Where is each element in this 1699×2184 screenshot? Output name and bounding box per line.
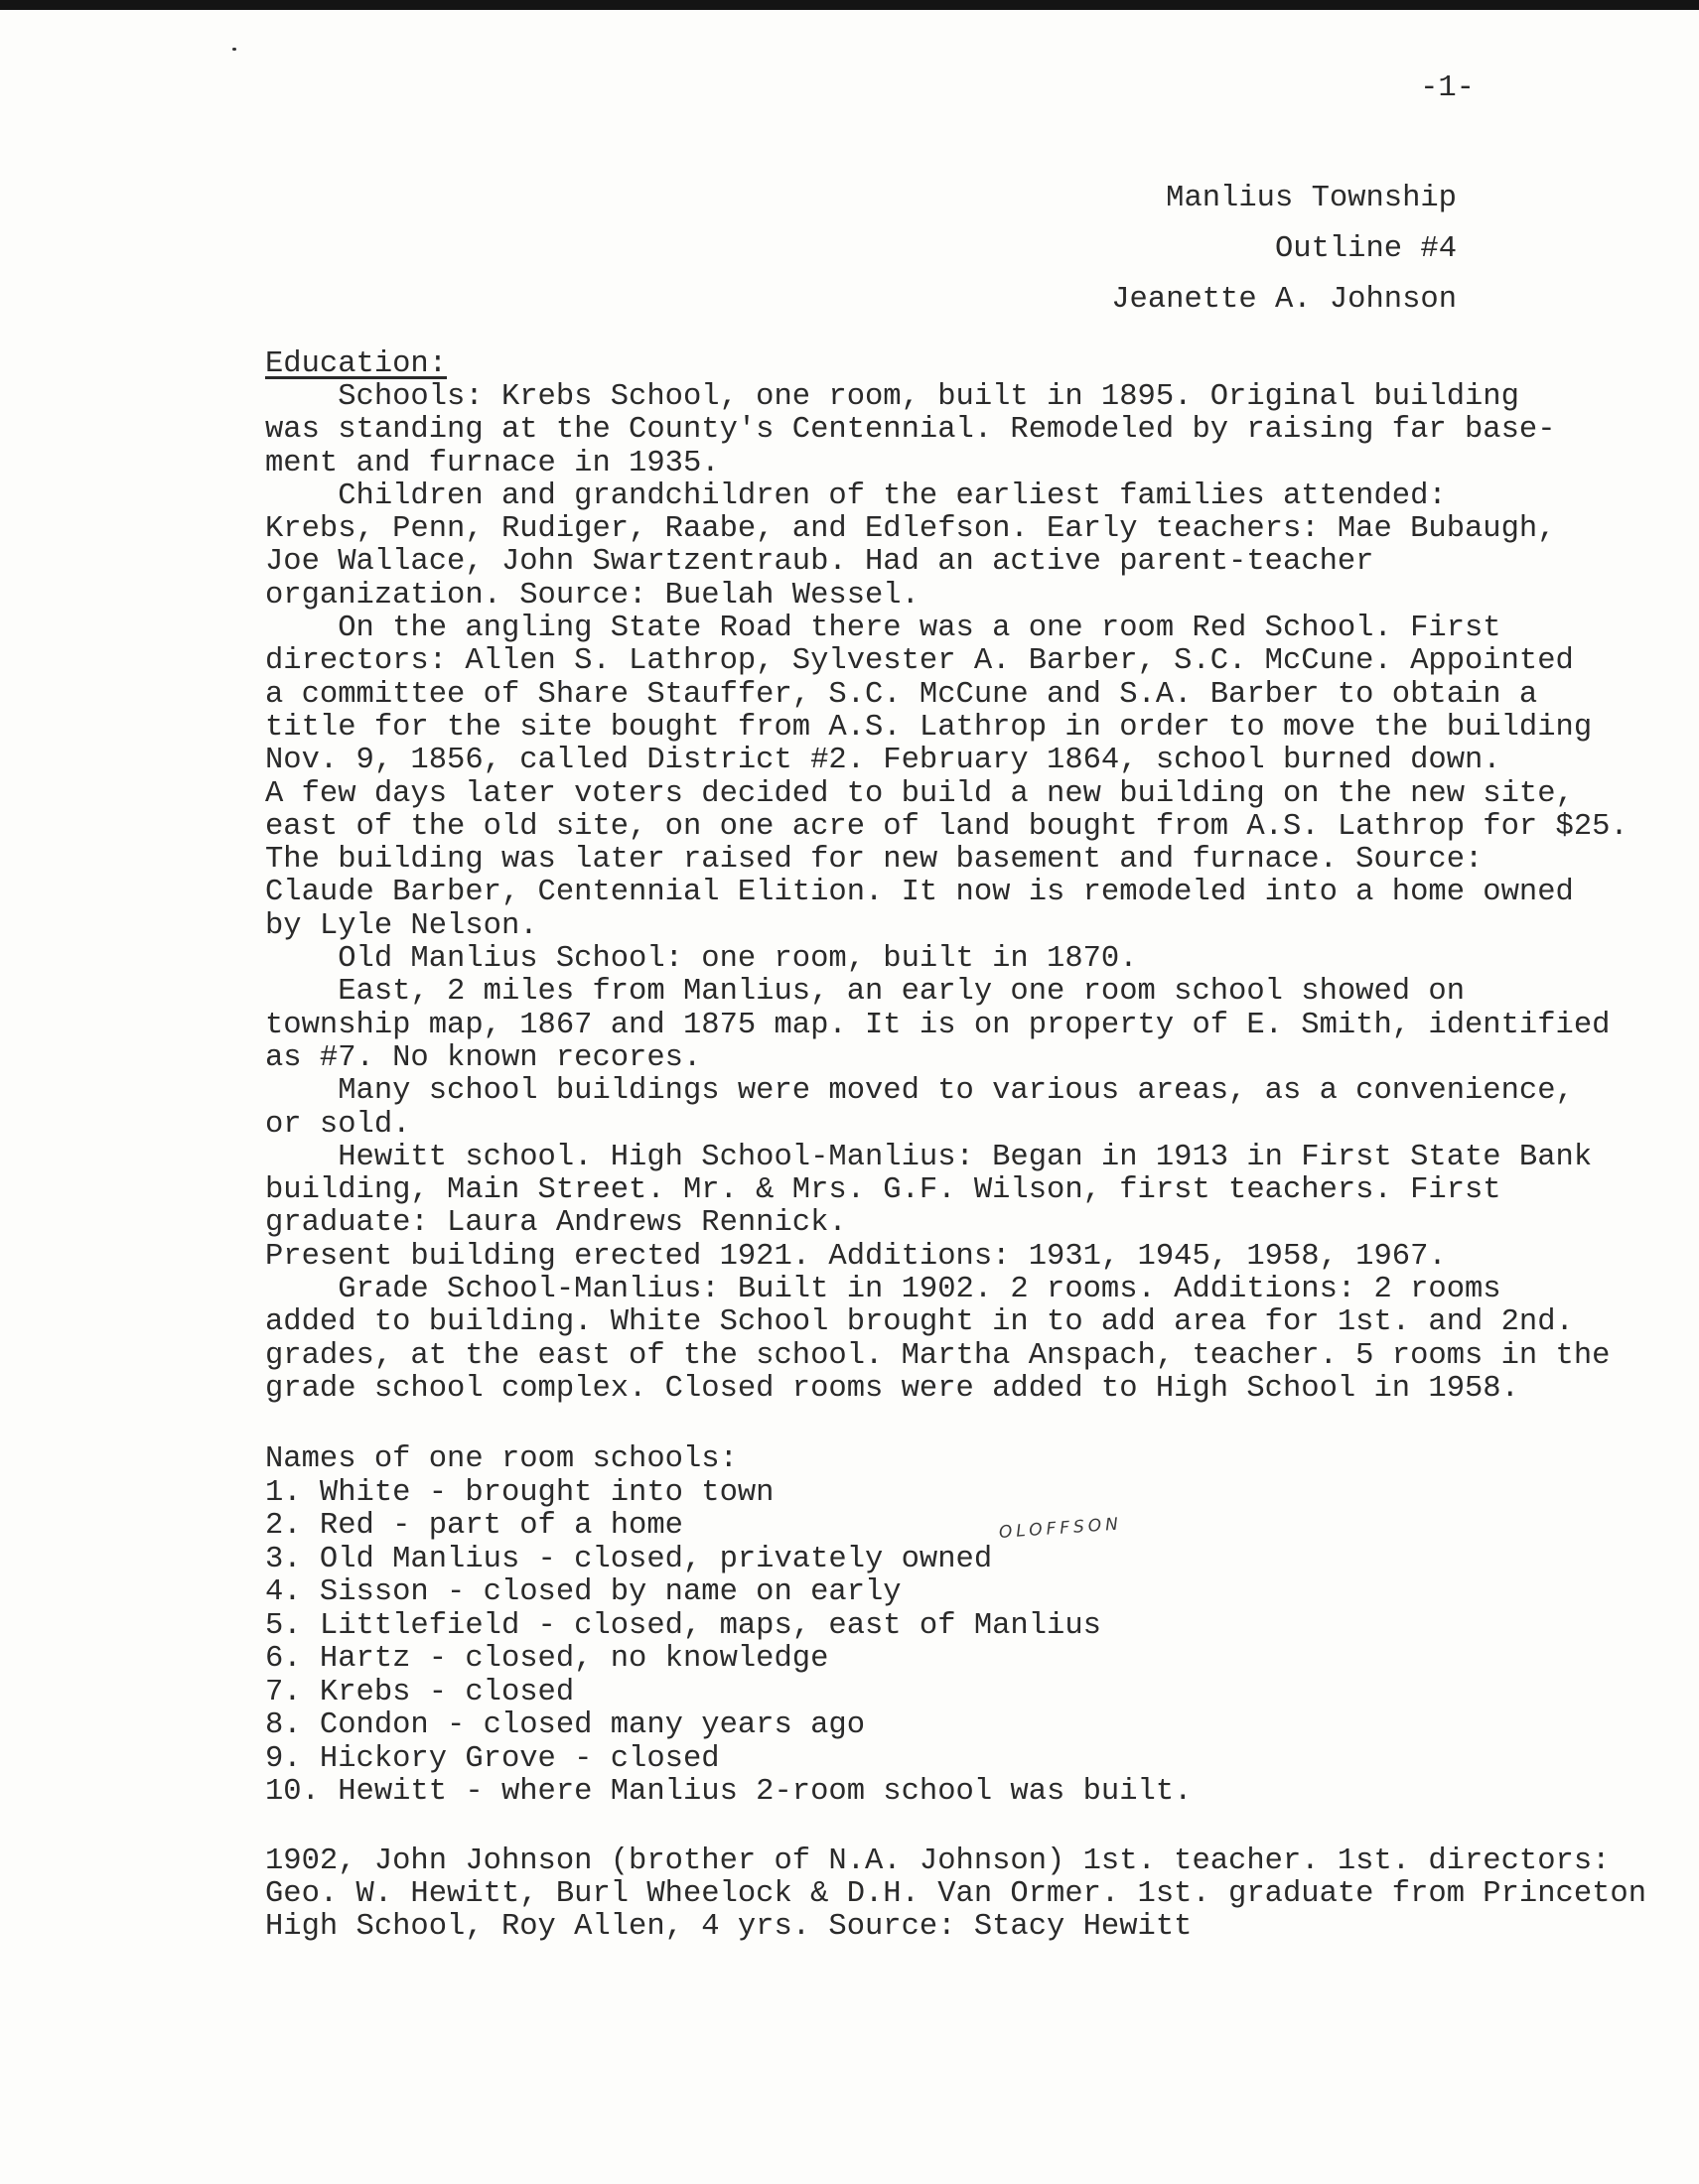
paragraph xyxy=(265,1074,1574,1142)
list-item: 7. Krebs - closed xyxy=(265,1675,575,1709)
document-page xyxy=(0,10,1699,2184)
list-item: 1. White - brought into town xyxy=(265,1475,775,1510)
page-number: -1- xyxy=(1420,71,1475,105)
paragraph-line: as #7. No known recores. xyxy=(265,1040,702,1075)
header-title: Manlius Township xyxy=(1166,182,1457,215)
scan-speck xyxy=(232,48,236,51)
paragraph-line: On the angling State Road there was a one room Red School. First xyxy=(265,612,1501,646)
paragraph-line: Children and grandchildren of the earliest families attended: xyxy=(265,478,1447,513)
paragraph-line: The building was later raised for new basement and furnace. Source: xyxy=(265,843,1484,878)
closing-paragraph xyxy=(265,1843,1647,1945)
closing-line: High School, Roy Allen, 4 yrs. Source: Stacy Hewitt xyxy=(265,1910,1193,1945)
list-item: 8. Condon - closed many years ago xyxy=(265,1708,865,1743)
paragraph-line: Joe Wallace, John Swartzentraub. Had an active parent-teacher xyxy=(265,545,1374,580)
paragraph xyxy=(265,381,1556,480)
paragraph-line: grade school complex. Closed rooms were added to High School in 1958. xyxy=(265,1371,1519,1406)
list-intro: Names of one room schools: xyxy=(265,1442,738,1477)
list-item: 4. Sisson - closed by name on early xyxy=(265,1575,902,1610)
paragraph-line: Many school buildings were moved to various areas, as a convenience, xyxy=(265,1074,1574,1109)
paragraph-line: township map, 1867 and 1875 map. It is on property of E. Smith, identified xyxy=(265,1008,1611,1042)
paragraph-line: Krebs, Penn, Rudiger, Raabe, and Edlefson. Early teachers: Mae Bubaugh, xyxy=(265,512,1556,547)
paragraph-line: Old Manlius School: one room, built in 1870. xyxy=(265,942,1138,977)
header-author: Jeanette A. Johnson xyxy=(1111,283,1457,317)
paragraph xyxy=(265,1140,1593,1274)
paragraph-line: A few days later voters decided to build a new building on the new site, xyxy=(265,776,1574,811)
paragraph-line: added to building. White School brought in to add area for 1st. and 2nd. xyxy=(265,1305,1574,1340)
list-item: 5. Littlefield - closed, maps, east of Manlius xyxy=(265,1608,1101,1643)
paragraph-line: east of the old site, on one acre of land bought from A.S. Lathrop for $25. xyxy=(265,809,1628,844)
list-item: 9. Hickory Grove - closed xyxy=(265,1741,720,1776)
handwritten-note: OLOFFSON xyxy=(998,1514,1123,1543)
paragraph-line: by Lyle Nelson. xyxy=(265,908,538,943)
paragraph-line: Hewitt school. High School-Manlius: Began in 1913 in First State Bank xyxy=(265,1140,1593,1174)
closing-line: Geo. W. Hewitt, Burl Wheelock & D.H. Van Ormer. 1st. graduate from Princeton xyxy=(265,1877,1647,1911)
paragraph-line: East, 2 miles from Manlius, an early one room school showed on xyxy=(265,975,1465,1010)
paragraph-line: organization. Source: Buelah Wessel. xyxy=(265,578,920,613)
section-heading: Education: xyxy=(265,347,448,381)
paragraph-line: a committee of Share Stauffer, S.C. McCune and S.A. Barber to obtain a xyxy=(265,677,1538,712)
paragraph xyxy=(265,943,1556,976)
paragraph-line: Claude Barber, Centennial Elition. It now is remodeled into a home owned xyxy=(265,876,1574,910)
list-item: 2. Red - part of a home xyxy=(265,1509,683,1544)
paragraph xyxy=(265,975,1611,1075)
document-header xyxy=(1111,174,1457,326)
paragraph-line: Nov. 9, 1856, called District #2. February 1864, school burned down. xyxy=(265,744,1501,778)
list-item: 6. Hartz - closed, no knowledge xyxy=(265,1642,829,1677)
paragraph-line: ment and furnace in 1935. xyxy=(265,446,720,480)
paragraph-line: grades, at the east of the school. Martha Anspach, teacher. 5 rooms in the xyxy=(265,1338,1611,1373)
paragraph-line: Grade School-Manlius: Built in 1902. 2 rooms. Additions: 2 rooms xyxy=(265,1273,1501,1307)
list-item: 3. Old Manlius - closed, privately owned xyxy=(265,1542,993,1576)
paragraph-line: title for the site bought from A.S. Lathrop in order to move the building xyxy=(265,710,1593,745)
paragraph-line: graduate: Laura Andrews Rennick. xyxy=(265,1206,847,1241)
paragraph xyxy=(265,612,1628,943)
paragraph xyxy=(265,480,1556,613)
paragraph-line: directors: Allen S. Lathrop, Sylvester A. Barber, S.C. McCune. Appointed xyxy=(265,644,1574,679)
paragraphs xyxy=(265,380,1628,1406)
paragraph-line: building, Main Street. Mr. & Mrs. G.F. Wilson, first teachers. First xyxy=(265,1173,1501,1208)
paragraph-line: Schools: Krebs School, one room, built in 1895. Original building xyxy=(265,380,1519,414)
school-list xyxy=(265,1477,1556,1810)
document-body xyxy=(265,347,1647,1945)
list-item: 10. Hewitt - where Manlius 2-room school was built. xyxy=(265,1775,1193,1810)
header-outline: Outline #4 xyxy=(1274,232,1457,266)
paragraph-line: Present building erected 1921. Additions: 1931, 1945, 1958, 1967. xyxy=(265,1239,1447,1274)
closing-line: 1902, John Johnson (brother of N.A. Johnson) 1st. teacher. 1st. directors: xyxy=(265,1843,1611,1878)
paragraph-line: or sold. xyxy=(265,1107,411,1142)
paragraph xyxy=(265,1273,1611,1406)
paragraph-line: was standing at the County's Centennial. Remodeled by raising far base- xyxy=(265,413,1556,448)
